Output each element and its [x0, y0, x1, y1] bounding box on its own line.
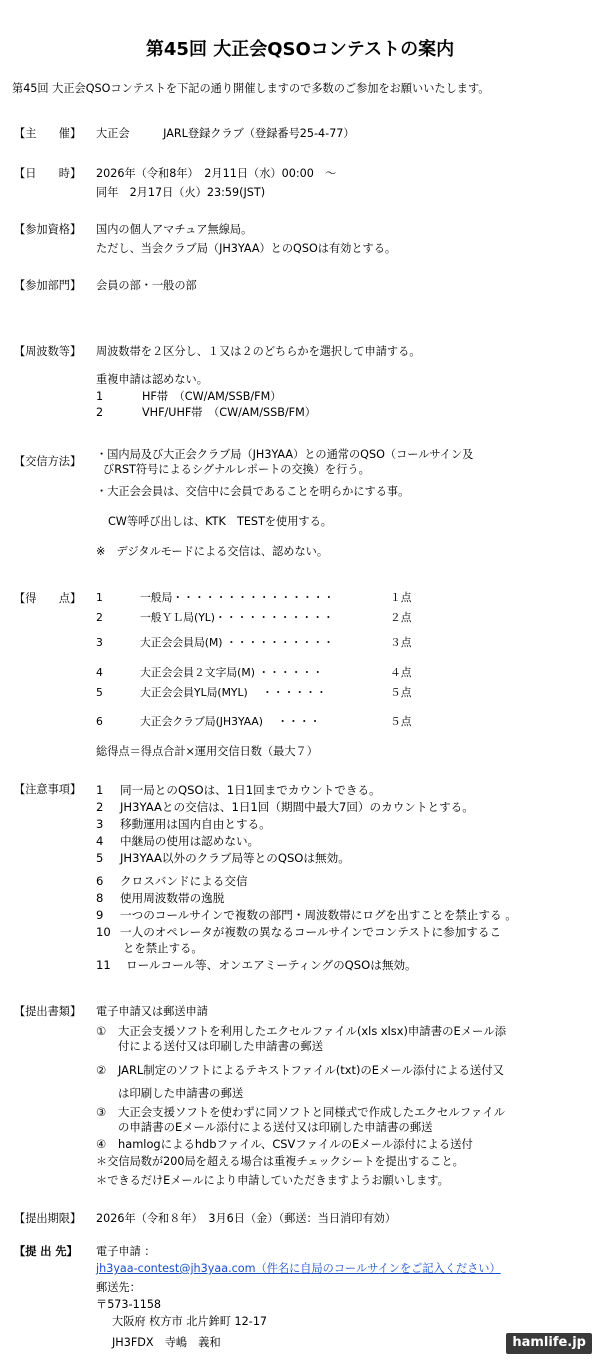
score-row: 6 大正会クラブ局(JH3YAA) ・・・・ ５点	[96, 715, 412, 728]
exchange-label: 【交信方法】	[14, 455, 82, 468]
eligibility-line1: 国内の個人アマチュア無線局。	[96, 223, 253, 236]
submission-item: ① 大正会支援ソフトを利用したエクセルファイル(xls xlsx)申請書のEメール添	[96, 1024, 507, 1038]
exchange-cw-note: CW等呼び出しは、KTK TESTを使用する。	[108, 515, 332, 528]
destination-email-label: 電子申請 ：	[96, 1245, 156, 1258]
band-item: 2 VHF/UHF帯 （CW/AM/SSB/FM）	[96, 406, 316, 419]
submission-item-cont: は印刷した申請書の郵送	[118, 1086, 244, 1100]
eligibility-line2: ただし、当会クラブ局（JH3YAA）とのQSOは有効とする。	[96, 242, 397, 255]
submission-note: ＊交信局数が200局を超える場合は重複チェックシートを提出すること。	[96, 1155, 464, 1168]
notes-label: 【注意事項】	[14, 783, 82, 796]
category-text: 会員の部・一般の部	[96, 279, 197, 292]
submission-item: ④ hamlogによるhdbファイル、CSVファイルのEメール添付による送付	[96, 1137, 473, 1151]
organizer-text: 大正会 JARL登録クラブ（登録番号25-4-77）	[96, 127, 355, 140]
exchange-bullet1: ・国内局及び大正会クラブ局（JH3YAA）との通常のQSO（コールサイン及	[96, 448, 474, 461]
exchange-digital-note: ※ デジタルモードによる交信は、認めない。	[96, 545, 329, 558]
bands-line1: 周波数帯を２区分し、１又は２のどちらかを選択して申請する。	[96, 345, 421, 358]
destination-zip: 〒573-1158	[96, 1298, 162, 1311]
site-watermark: hamlife.jp	[506, 1333, 592, 1354]
datetime-line2: 同年 2月17日（火）23:59(JST)	[96, 186, 266, 199]
deadline-label: 【提出期限】	[14, 1212, 82, 1225]
submission-item: ③ 大正会支援ソフトを使わずに同ソフトと同様式で作成したエクセルファイル	[96, 1105, 506, 1119]
score-row: 1 一般局・・・・・・・・・・・・・・・ １点	[96, 591, 412, 604]
note-item: 5 JH3YAA以外のクラブ局等とのQSOは無効。	[96, 851, 350, 865]
note-item: 10 一人のオペレータが複数の異なるコールサインでコンテストに参加するこ	[96, 925, 502, 939]
score-row: 3 大正会会員局(M) ・・・・・・・・・・ ３点	[96, 636, 412, 649]
score-row: 2 一般ＹＬ局(YL)・・・・・・・・・・・ ２点	[96, 611, 412, 624]
note-item: 4 中継局の使用は認めない。	[96, 834, 260, 848]
organizer-label: 【主 催】	[14, 127, 82, 140]
submission-item: ② JARL制定のソフトによるテキストファイル(txt)のEメール添付による送付又	[96, 1063, 505, 1077]
category-label: 【参加部門】	[14, 279, 82, 292]
scoring-total: 総得点＝得点合計×運用交信日数（最大７）	[96, 745, 318, 758]
scoring-label: 【得 点】	[14, 592, 82, 605]
note-item: 9 一つのコールサインで複数の部門・周波数帯にログを出すことを禁止する 。	[96, 908, 517, 922]
deadline-text: 2026年（令和８年） 3月6日（金）（郵送：当日消印有効）	[96, 1212, 397, 1225]
note-item: 11 ロールコール等、オンエアミーティングのQSOは無効。	[96, 958, 417, 972]
exchange-bullet1-cont: びRST符号によるシグナルレポートの交換）を行う。	[103, 463, 370, 476]
destination-post-label: 郵送先：	[96, 1281, 141, 1294]
exchange-bullet2: ・大正会会員は、交信中に会員であることを明らかにする事。	[96, 485, 410, 498]
email-link[interactable]: jh3yaa-contest@jh3yaa.com	[96, 1262, 256, 1275]
eligibility-label: 【参加資格】	[14, 223, 82, 236]
destination-address: 大阪府 枚方市 北片鉾町 12-17	[112, 1315, 268, 1328]
bands-line2: 重複申請は認めない。	[96, 373, 208, 386]
note-item-cont: とを禁止する。	[123, 941, 203, 955]
submission-item-cont: の申請書のEメール添付による送付又は印刷した申請書の郵送	[118, 1120, 433, 1134]
submission-note: ＊できるだけEメールにより申請していただきますようお願いします。	[96, 1174, 449, 1187]
note-item: 1 同一局とのQSOは、1日1回までカウントできる。	[96, 783, 381, 797]
destination-name: JH3FDX 寺嶋 義和	[112, 1336, 221, 1349]
note-item: 2 JH3YAAとの交信は、1日1回（期間中最大7回）のカウントとする。	[96, 800, 474, 814]
datetime-line1: 2026年（令和8年） 2月11日（水）00:00 ～	[96, 167, 337, 180]
note-item: 8 使用周波数帯の逸脱	[96, 891, 225, 905]
band-item: 1 HF帯 （CW/AM/SSB/FM）	[96, 390, 282, 403]
email-note: （件名に自局のコールサインをご記入ください）	[255, 1262, 501, 1275]
note-item: 3 移動運用は国内自由とする。	[96, 817, 271, 831]
datetime-label: 【日 時】	[14, 167, 82, 180]
submission-item-cont: 付による送付又は印刷した申請書の郵送	[118, 1039, 324, 1053]
note-item: 6 クロスバンドによる交信	[96, 874, 248, 888]
score-row: 4 大正会会員２文字局(M) ・・・・・・ ４点	[96, 666, 412, 679]
submission-label: 【提出書類】	[14, 1005, 82, 1018]
score-row: 5 大正会会員YL局(MYL) ・・・・・・ ５点	[96, 686, 412, 699]
destination-label: 【提 出 先】	[14, 1245, 78, 1258]
page-title: 第45回 大正会QSOコンテストの案内	[145, 39, 455, 60]
destination-email-line	[96, 1262, 501, 1277]
bands-label: 【周波数等】	[14, 345, 82, 358]
submission-head: 電子申請又は郵送申請	[96, 1005, 208, 1018]
intro-text: 第45回 大正会QSOコンテストを下記の通り開催しますので多数のご参加をお願いいたします。	[12, 82, 490, 95]
